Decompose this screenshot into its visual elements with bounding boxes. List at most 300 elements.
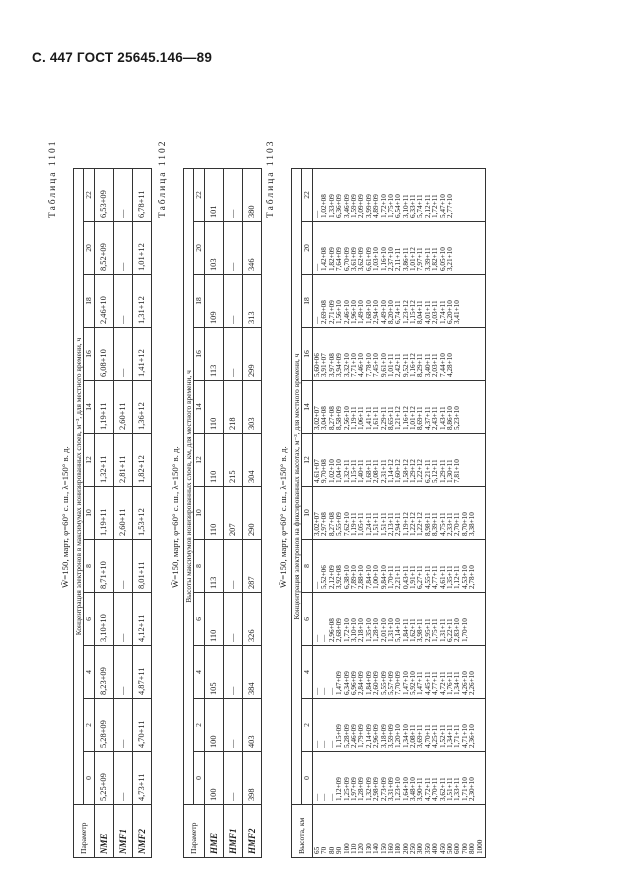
- subhead: Концентрация электронов в максимумах ионизированных слоев, м⁻³, для местного времени, ч: [74, 169, 84, 805]
- value-cell: 2,95+11: [423, 618, 432, 642]
- value-cell: 2,12+11: [423, 194, 432, 218]
- value-cell: 2,73+09: [379, 777, 388, 801]
- value-cell: 2,43+11: [431, 406, 440, 430]
- value-cell: 3,97+08: [327, 353, 336, 377]
- value-cell: —: [224, 222, 243, 275]
- value-cell: 1,35+11: [446, 565, 455, 589]
- hour-header: 18: [84, 275, 95, 328]
- subhead: Концентрация электронов на фиксированных высотах, м⁻³, для местного времени, ч: [292, 169, 302, 805]
- hour-header: 6: [194, 593, 205, 646]
- height-value: 130: [364, 843, 373, 854]
- value-cell: 4,77+11: [431, 671, 440, 695]
- value-cell: —: [114, 593, 133, 646]
- hour-header: 6: [302, 593, 313, 646]
- value-cell: —: [327, 687, 336, 695]
- value-cell: —: [224, 275, 243, 328]
- value-cell: —: [327, 740, 336, 748]
- value-cell: 1,29+12: [409, 459, 418, 483]
- value-cell: 326: [243, 593, 262, 646]
- value-cell: 1,22+12: [416, 512, 425, 536]
- value-cell: 4,61+11: [438, 565, 447, 589]
- value-cell: 1,02+08: [320, 194, 329, 218]
- value-cell: —: [313, 581, 321, 589]
- value-cell: 1,21+12: [394, 406, 403, 430]
- value-cell: 1,31+12: [133, 275, 152, 328]
- value-cell: 1,23+12: [401, 300, 410, 324]
- value-cell: 6,96+09: [349, 671, 358, 695]
- value-cell: —: [320, 687, 329, 695]
- value-cell: 1,19+11: [95, 487, 114, 540]
- table-row: [114, 169, 133, 858]
- height-value: 800: [468, 843, 477, 854]
- value-cell: 4,12+11: [133, 593, 152, 646]
- value-cell: 110: [205, 434, 224, 487]
- table-1102-label: Таблица 1102: [158, 139, 168, 218]
- hour-header: 10: [84, 487, 95, 540]
- value-cell: 2,60+11: [114, 381, 133, 434]
- value-cell: 1,51+11: [379, 512, 388, 536]
- value-cell: 1,22+12: [416, 459, 425, 483]
- value-cell: 2,77+10: [446, 194, 455, 218]
- value-cell: [469, 331, 476, 377]
- value-cell: —: [114, 540, 133, 593]
- value-cell: 1,49+10: [357, 300, 366, 324]
- value-cell: 5,23+10: [453, 406, 462, 430]
- value-cell: 100: [205, 752, 224, 805]
- value-cell: 6,61+09: [364, 247, 373, 271]
- value-cell: 1,15+09: [335, 724, 344, 748]
- height-value: 110: [349, 843, 358, 854]
- value-cell: —: [114, 328, 133, 381]
- value-cell: 7,81+10: [453, 459, 462, 483]
- value-cell: [454, 172, 461, 218]
- height-value: 250: [409, 843, 418, 854]
- value-cell: 1,32+11: [95, 434, 114, 487]
- value-cell: 4,46+10: [357, 353, 366, 377]
- value-cell: [462, 331, 469, 377]
- value-cell: 7,62+10: [342, 512, 351, 536]
- value-cell: 5,74+11: [416, 194, 425, 218]
- value-cell: [469, 437, 476, 483]
- table-1101-grid: [73, 168, 152, 858]
- value-cell: 4,25+11: [431, 724, 440, 748]
- value-cell: 8,20+10: [386, 300, 395, 324]
- value-cell: 105: [205, 646, 224, 699]
- value-cell: [477, 278, 484, 324]
- value-cell: [469, 384, 476, 430]
- value-cell: 3,86+11: [401, 247, 410, 271]
- hour-column: [313, 699, 486, 752]
- value-cell: —: [114, 699, 133, 752]
- value-cell: 3,39+11: [423, 247, 432, 271]
- hour-column: [313, 169, 486, 222]
- value-cell: 1,72+11: [431, 194, 440, 218]
- value-cell: 1,33+09: [327, 194, 336, 218]
- hour-column: [313, 328, 486, 381]
- hour-header: 2: [302, 699, 313, 752]
- height-value: 300: [416, 843, 425, 854]
- value-cell: 8,69+11: [416, 406, 425, 430]
- value-cell: 4,26+10: [460, 671, 469, 695]
- value-cell: 3,46+09: [342, 194, 351, 218]
- value-cell: [477, 596, 484, 642]
- value-cell: 1,60+12: [394, 459, 403, 483]
- value-cell: 1,40+11: [357, 459, 366, 483]
- value-cell: 4,71+10: [460, 724, 469, 748]
- value-cell: 1,15+12: [409, 300, 418, 324]
- hour-header: 8: [302, 540, 313, 593]
- value-cell: 3,38+10: [468, 512, 477, 536]
- value-cell: 3,48+10: [409, 777, 418, 801]
- hour-header: 16: [194, 328, 205, 381]
- hour-header: 22: [84, 169, 95, 222]
- value-cell: 2,46+09: [349, 724, 358, 748]
- value-cell: 2,31+11: [379, 459, 388, 483]
- hour-header: 16: [84, 328, 95, 381]
- value-cell: 1,82+11: [431, 247, 440, 271]
- value-cell: 3,18+09: [379, 724, 388, 748]
- value-cell: 5,92+10: [409, 671, 418, 695]
- value-cell: 313: [243, 275, 262, 328]
- value-cell: 3,02+07: [313, 406, 321, 430]
- value-cell: 7,45+10: [372, 353, 381, 377]
- value-cell: 1,03+10: [372, 247, 381, 271]
- value-cell: 8,58+09: [335, 406, 344, 430]
- value-cell: 2,78+10: [468, 565, 477, 589]
- table-1101: [73, 168, 152, 858]
- height-value: 450: [438, 843, 447, 854]
- value-cell: 1,82+09: [327, 247, 336, 271]
- value-cell: 3,10+10: [349, 618, 358, 642]
- hour-column: [313, 434, 486, 487]
- value-cell: 7,71+10: [349, 353, 358, 377]
- value-cell: 1,72+10: [342, 618, 351, 642]
- value-cell: 398: [243, 752, 262, 805]
- value-cell: 1,19+11: [349, 512, 358, 536]
- value-cell: [462, 172, 469, 218]
- value-cell: 4,01+11: [423, 300, 432, 324]
- value-cell: 2,03+11: [431, 353, 440, 377]
- value-cell: 1,51+11: [372, 512, 381, 536]
- hour-column: [313, 540, 486, 593]
- hour-header: 10: [302, 487, 313, 540]
- value-cell: 6,78+11: [133, 169, 152, 222]
- value-cell: 3,69+11: [416, 724, 425, 748]
- value-cell: 8,98+11: [423, 512, 432, 536]
- value-cell: 4,70+11: [431, 777, 440, 801]
- value-cell: 4,89+09: [372, 194, 381, 218]
- value-cell: 4,72+11: [423, 777, 432, 801]
- value-cell: 3,91+07: [320, 353, 329, 377]
- value-cell: 1,42+08: [320, 247, 329, 271]
- value-cell: 2,08+11: [409, 724, 418, 748]
- value-cell: 2,18+10: [357, 618, 366, 642]
- value-cell: 2,29+11: [379, 406, 388, 430]
- value-cell: [462, 384, 469, 430]
- hour-header: 2: [194, 699, 205, 752]
- value-cell: 7,89+10: [349, 565, 358, 589]
- value-cell: [462, 225, 469, 271]
- value-cell: —: [224, 328, 243, 381]
- value-cell: 1,02+10: [327, 459, 336, 483]
- value-cell: 1,62+11: [409, 618, 418, 642]
- value-cell: 110: [205, 593, 224, 646]
- value-cell: —: [114, 222, 133, 275]
- value-cell: 2,96+08: [327, 618, 336, 642]
- value-cell: 1,01+11: [386, 353, 395, 377]
- height-value: 500: [446, 843, 455, 854]
- value-cell: 3,61+09: [349, 247, 358, 271]
- value-cell: 113: [205, 328, 224, 381]
- value-cell: 1,16+12: [401, 406, 410, 430]
- height-value: 65: [313, 846, 321, 854]
- value-cell: 1,19+12: [401, 512, 410, 536]
- value-cell: —: [313, 634, 321, 642]
- value-cell: 2,30+10: [468, 777, 477, 801]
- value-cell: 8,52+09: [95, 222, 114, 275]
- value-cell: 3,10+11: [401, 194, 410, 218]
- value-cell: [469, 225, 476, 271]
- hour-header: 6: [84, 593, 95, 646]
- value-cell: 4,45+11: [423, 671, 432, 695]
- value-cell: 1,71+10: [460, 777, 469, 801]
- value-cell: 1,15+11: [349, 459, 358, 483]
- value-cell: 8,39+11: [431, 512, 440, 536]
- value-cell: 1,68+10: [364, 300, 373, 324]
- value-cell: 109: [205, 275, 224, 328]
- value-cell: [477, 384, 484, 430]
- value-cell: 287: [243, 540, 262, 593]
- value-cell: 3,59+09: [386, 724, 395, 748]
- value-cell: 2,56+10: [342, 406, 351, 430]
- value-cell: [477, 437, 484, 483]
- value-cell: 1,16+12: [409, 353, 418, 377]
- value-cell: 207: [224, 487, 243, 540]
- value-cell: 1,76+11: [446, 671, 455, 695]
- value-cell: 1,58+12: [401, 459, 410, 483]
- value-cell: 5,52+06: [320, 565, 329, 589]
- value-cell: 101: [205, 169, 224, 222]
- height-value: 140: [372, 843, 381, 854]
- value-cell: [477, 331, 484, 377]
- value-cell: 2,71+09: [327, 300, 336, 324]
- value-cell: 1,91+11: [409, 565, 418, 589]
- value-cell: —: [327, 793, 336, 801]
- value-cell: 2,60+11: [114, 487, 133, 540]
- value-cell: [477, 755, 484, 801]
- value-cell: 1,22+12: [409, 512, 418, 536]
- value-cell: —: [313, 210, 321, 218]
- value-cell: 1,12+11: [453, 565, 462, 589]
- value-cell: 346: [243, 222, 262, 275]
- value-cell: 1,12+09: [335, 777, 344, 801]
- value-cell: [477, 702, 484, 748]
- value-cell: 2,70+11: [453, 512, 462, 536]
- value-cell: 1,00+10: [372, 565, 381, 589]
- table-1102: [183, 168, 262, 858]
- value-cell: [469, 172, 476, 218]
- value-cell: 215: [224, 434, 243, 487]
- value-cell: 1,31+11: [438, 618, 447, 642]
- value-cell: 1,64+10: [401, 777, 410, 801]
- value-cell: 6,36+09: [335, 194, 344, 218]
- value-cell: 3,99+09: [364, 194, 373, 218]
- value-cell: 1,71+11: [453, 724, 462, 748]
- value-cell: 2,12+09: [327, 565, 336, 589]
- value-cell: 1,96+10: [349, 300, 358, 324]
- value-cell: 2,69+08: [320, 300, 329, 324]
- value-cell: 1,47+11: [416, 671, 425, 695]
- value-cell: 1,32+11: [342, 459, 351, 483]
- height-header: Высота, км: [292, 805, 313, 858]
- value-cell: —: [313, 740, 321, 748]
- hour-header: 22: [302, 169, 313, 222]
- param-name: NMF2: [133, 805, 152, 858]
- table-1103: [291, 168, 486, 858]
- value-cell: 3,62+11: [438, 777, 447, 801]
- value-cell: 1,32+09: [364, 777, 373, 801]
- hour-header: 14: [84, 381, 95, 434]
- hour-header: 20: [302, 222, 313, 275]
- hour-header: 4: [302, 646, 313, 699]
- value-cell: 5,55+09: [379, 671, 388, 695]
- value-cell: [462, 278, 469, 324]
- value-cell: 4,77+11: [431, 565, 440, 589]
- value-cell: 1,56+10: [335, 300, 344, 324]
- value-cell: 1,01+12: [133, 222, 152, 275]
- param-name: NMF1: [114, 805, 133, 858]
- value-cell: 4,55+11: [423, 565, 432, 589]
- height-value: 180: [394, 843, 403, 854]
- value-cell: 2,37+10: [386, 247, 395, 271]
- hour-column: [313, 222, 486, 275]
- value-cell: 3,90+11: [416, 777, 425, 801]
- value-cell: 384: [243, 646, 262, 699]
- value-cell: 3,94+09: [335, 353, 344, 377]
- value-cell: 3,62+09: [357, 247, 366, 271]
- value-cell: 6,20+10: [446, 300, 455, 324]
- value-cell: 1,47+09: [335, 671, 344, 695]
- value-cell: 2,42+11: [394, 353, 403, 377]
- value-cell: 1,04+10: [335, 459, 344, 483]
- value-cell: [469, 596, 476, 642]
- value-cell: 2,68+09: [335, 618, 344, 642]
- value-cell: —: [114, 752, 133, 805]
- value-cell: 2,83+10: [453, 618, 462, 642]
- value-cell: [477, 172, 484, 218]
- height-value: 80: [327, 846, 336, 854]
- value-cell: 2,46+10: [342, 300, 351, 324]
- hour-header: 0: [302, 752, 313, 805]
- value-cell: 5,60+06: [313, 353, 321, 377]
- value-cell: 8,04+11: [416, 300, 425, 324]
- value-cell: 4,70+11: [423, 724, 432, 748]
- value-cell: 3,04+08: [320, 406, 329, 430]
- height-value: 90: [335, 846, 344, 854]
- data-block-row: [313, 169, 486, 858]
- table-row: [133, 169, 152, 858]
- value-cell: 0,43+11: [401, 565, 410, 589]
- value-cell: 1,97+09: [349, 777, 358, 801]
- value-cell: 1,01+12: [409, 247, 418, 271]
- value-cell: 7,70+09: [394, 671, 403, 695]
- value-cell: 1,28+09: [357, 777, 366, 801]
- value-cell: 1,47+10: [401, 671, 410, 695]
- value-cell: 6,08+10: [95, 328, 114, 381]
- value-cell: 4,53+10: [460, 565, 469, 589]
- value-cell: 1,84+09: [364, 671, 373, 695]
- rotated-page-content: [40, 78, 600, 858]
- value-cell: 5,47+10: [438, 194, 447, 218]
- value-cell: 2,14+09: [364, 724, 373, 748]
- hour-header: 20: [194, 222, 205, 275]
- value-cell: 3,98+11: [416, 618, 425, 642]
- value-cell: 1,28+10: [372, 618, 381, 642]
- height-value: 100: [342, 843, 351, 854]
- value-cell: 3,40+11: [423, 353, 432, 377]
- height-value: 600: [453, 843, 462, 854]
- value-cell: 1,43+11: [438, 406, 447, 430]
- hour-column: [313, 646, 486, 699]
- value-cell: 4,75+11: [438, 512, 447, 536]
- value-cell: 2,26+10: [468, 671, 477, 695]
- table-1103-label: Таблица 1103: [266, 139, 276, 218]
- value-cell: —: [224, 646, 243, 699]
- value-cell: 1,36+12: [133, 381, 152, 434]
- value-cell: 9,70+08: [320, 459, 329, 483]
- param-name: HMF1: [224, 805, 243, 858]
- param-name: NME: [95, 805, 114, 858]
- value-cell: 6,27+11: [416, 565, 425, 589]
- value-cell: 9,52+11: [401, 353, 410, 377]
- value-cell: 4,87+11: [133, 646, 152, 699]
- value-cell: 1,24+11: [364, 512, 373, 536]
- hour-header: 12: [84, 434, 95, 487]
- value-cell: 6,74+11: [394, 300, 403, 324]
- table-1101-caption: W̄=150, март, φ=60° с. ш., λ=150° в. д.: [60, 446, 70, 588]
- table-1103-caption: W̄=150, март, φ=60° с. ш., λ=150° в. д.: [278, 446, 288, 588]
- value-cell: 1,29+11: [438, 459, 447, 483]
- value-cell: —: [224, 169, 243, 222]
- value-cell: 7,84+10: [364, 565, 373, 589]
- hour-header: 14: [194, 381, 205, 434]
- value-cell: 1,41+11: [364, 406, 373, 430]
- value-cell: 1,79+09: [357, 724, 366, 748]
- value-cell: 3,32+10: [342, 353, 351, 377]
- value-cell: 8,65+11: [386, 406, 395, 430]
- value-cell: 1,75+10: [386, 194, 395, 218]
- value-cell: 3,21+10: [446, 247, 455, 271]
- value-cell: 4,37+11: [423, 406, 432, 430]
- value-cell: 7,44+10: [438, 353, 447, 377]
- height-value: 150: [379, 843, 388, 854]
- value-cell: 2,36+10: [468, 724, 477, 748]
- value-cell: 1,70+10: [460, 618, 469, 642]
- value-cell: 2,01+10: [379, 618, 388, 642]
- table-row: [205, 169, 224, 858]
- value-cell: 1,34+11: [446, 724, 455, 748]
- value-cell: 2,94+11: [394, 512, 403, 536]
- hour-header: 8: [84, 540, 95, 593]
- value-cell: 1,41+12: [133, 328, 152, 381]
- value-cell: 4,73+11: [133, 752, 152, 805]
- value-cell: 8,29+11: [416, 353, 425, 377]
- value-cell: 1,35+10: [364, 618, 373, 642]
- value-cell: 2,88+10: [357, 565, 366, 589]
- hour-header: 12: [302, 434, 313, 487]
- value-cell: 303: [243, 381, 262, 434]
- value-cell: 3,10+10: [95, 593, 114, 646]
